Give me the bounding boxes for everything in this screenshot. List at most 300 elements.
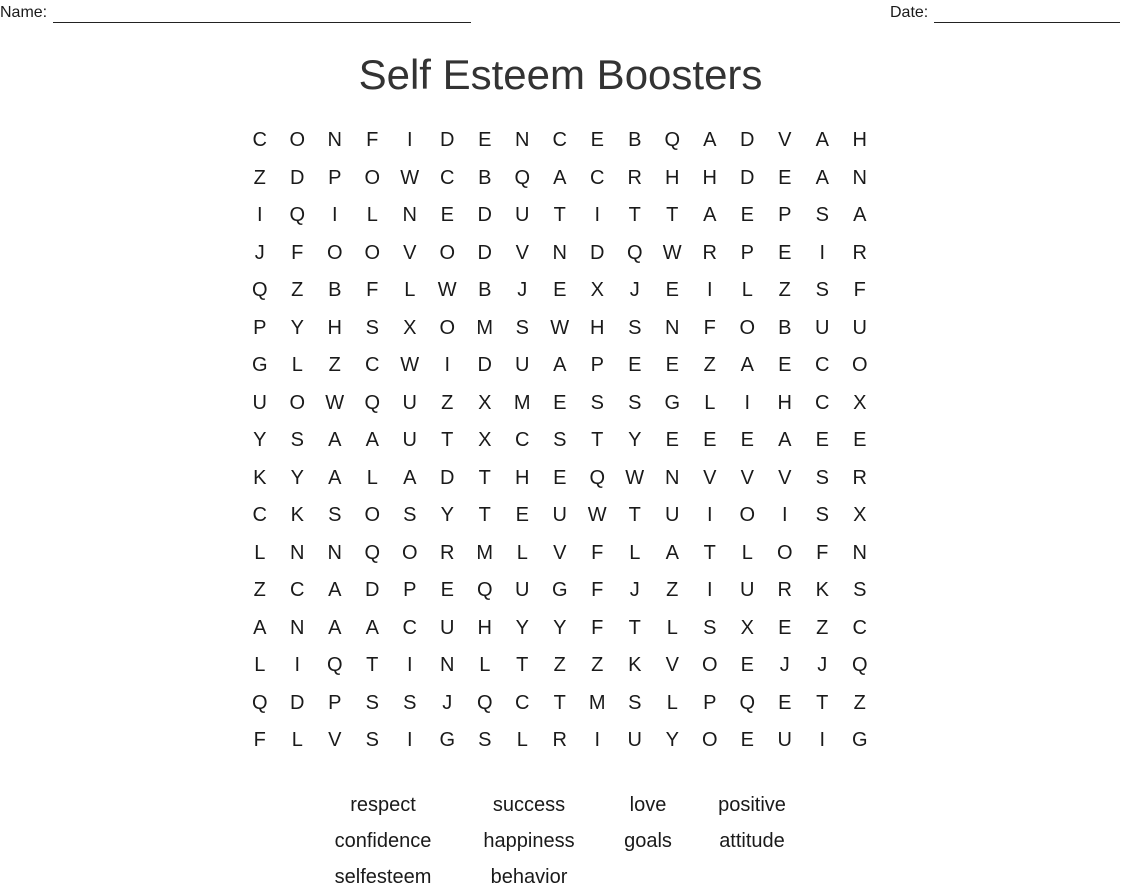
grid-cell[interactable]: W [437, 279, 457, 301]
grid-cell[interactable]: Z [291, 279, 304, 301]
grid-cell[interactable]: A [253, 616, 267, 639]
grid-cell[interactable]: F [591, 541, 604, 564]
grid-cell[interactable]: I [406, 729, 413, 751]
grid-cell[interactable]: C [402, 616, 417, 639]
grid-cell[interactable]: Q [251, 691, 268, 714]
grid-cell[interactable]: L [254, 541, 266, 564]
grid-cell[interactable]: C [440, 166, 455, 189]
grid-cell[interactable]: L [254, 654, 266, 676]
grid-cell[interactable]: H [665, 166, 680, 189]
grid-cell[interactable]: O [701, 729, 718, 751]
grid-cell[interactable]: Z [703, 354, 716, 376]
grid-cell[interactable]: I [444, 354, 451, 376]
grid-cell[interactable]: T [553, 204, 566, 226]
grid-cell[interactable]: Z [328, 354, 341, 376]
grid-cell[interactable]: X [853, 504, 867, 526]
grid-cell[interactable]: O [739, 316, 756, 339]
grid-cell[interactable]: W [587, 504, 607, 526]
grid-cell[interactable]: M [476, 541, 494, 564]
grid-cell[interactable]: A [853, 204, 867, 226]
grid-cell[interactable]: S [365, 691, 379, 714]
grid-cell[interactable]: L [666, 691, 678, 714]
grid-cell[interactable]: X [478, 429, 492, 451]
grid-cell[interactable]: D [477, 354, 492, 376]
grid-cell[interactable]: B [778, 316, 792, 339]
grid-cell[interactable]: C [515, 691, 530, 714]
grid-cell[interactable]: K [628, 654, 642, 676]
grid-cell[interactable]: T [666, 204, 679, 226]
grid-cell[interactable]: Q [251, 279, 268, 301]
grid-cell[interactable]: W [550, 316, 570, 339]
grid-cell[interactable]: Z [853, 691, 866, 714]
grid-cell[interactable]: A [815, 129, 829, 151]
grid-cell[interactable]: S [590, 391, 604, 414]
grid-cell[interactable]: N [665, 466, 680, 489]
grid-cell[interactable]: T [816, 691, 829, 714]
grid-cell[interactable]: C [852, 616, 867, 639]
grid-cell[interactable]: C [290, 579, 305, 601]
grid-cell[interactable]: N [665, 316, 680, 339]
grid-cell[interactable]: P [740, 241, 754, 264]
grid-cell[interactable]: S [815, 466, 829, 489]
grid-cell[interactable]: A [328, 466, 342, 489]
grid-cell[interactable]: J [629, 279, 640, 301]
grid-cell[interactable]: L [404, 279, 416, 301]
grid-cell[interactable]: A [328, 429, 342, 451]
grid-cell[interactable]: Q [851, 654, 868, 676]
grid-cell[interactable]: V [553, 541, 567, 564]
grid-cell[interactable]: H [777, 391, 792, 414]
grid-cell[interactable]: D [290, 691, 305, 714]
grid-cell[interactable]: U [402, 391, 417, 414]
grid-cell[interactable]: R [777, 579, 792, 601]
grid-cell[interactable]: E [778, 691, 792, 714]
grid-cell[interactable]: N [327, 541, 342, 564]
letter-grid[interactable] [241, 122, 879, 760]
grid-cell[interactable]: N [852, 541, 867, 564]
name-field[interactable] [0, 3, 471, 23]
grid-cell[interactable]: Q [739, 691, 756, 714]
grid-cell[interactable]: B [478, 279, 492, 301]
grid-cell[interactable]: L [704, 391, 716, 414]
word-bank-item: attitude [719, 830, 785, 852]
grid-cell[interactable]: U [402, 429, 417, 451]
grid-cell[interactable]: E [778, 241, 792, 264]
grid-cell[interactable]: Z [553, 654, 566, 676]
grid-cell[interactable]: T [441, 429, 454, 451]
grid-cell[interactable]: D [365, 579, 380, 601]
grid-cell[interactable]: A [403, 466, 417, 489]
grid-cell[interactable]: F [366, 279, 379, 301]
grid-cell[interactable]: X [478, 391, 492, 414]
grid-cell[interactable]: T [628, 504, 641, 526]
grid-cell[interactable]: B [628, 129, 642, 151]
grid-cell[interactable]: W [325, 391, 345, 414]
grid-cell[interactable]: E [853, 429, 867, 451]
grid-cell[interactable]: U [515, 354, 530, 376]
grid-cell[interactable]: N [402, 204, 417, 226]
grid-cell[interactable]: P [590, 354, 604, 376]
grid-cell[interactable]: S [403, 504, 417, 526]
grid-cell[interactable]: L [629, 541, 641, 564]
grid-cell[interactable]: U [440, 616, 455, 639]
grid-cell[interactable]: A [553, 354, 567, 376]
grid-cell[interactable]: N [327, 129, 342, 151]
grid-cell[interactable]: E [778, 616, 792, 639]
grid-cell[interactable]: W [400, 354, 420, 376]
grid-cell[interactable]: F [816, 541, 829, 564]
grid-cell[interactable]: D [440, 129, 455, 151]
grid-cell[interactable]: O [401, 541, 418, 564]
grid-cell[interactable]: T [703, 541, 716, 564]
grid-cell[interactable]: F [366, 129, 379, 151]
grid-cell[interactable]: Y [665, 729, 679, 751]
grid-cell[interactable]: S [290, 429, 304, 451]
grid-cell[interactable]: L [366, 204, 378, 226]
grid-cell[interactable]: N [515, 129, 530, 151]
grid-cell[interactable]: D [477, 204, 492, 226]
grid-cell[interactable]: Z [666, 579, 679, 601]
grid-cell[interactable]: R [627, 166, 642, 189]
grid-cell[interactable]: R [552, 729, 567, 751]
grid-cell[interactable]: L [741, 541, 753, 564]
grid-cell[interactable]: H [590, 316, 605, 339]
grid-cell[interactable]: V [403, 241, 417, 264]
grid-cell[interactable]: A [365, 429, 379, 451]
grid-cell[interactable]: I [744, 391, 751, 414]
grid-cell[interactable]: C [815, 391, 830, 414]
grid-cell[interactable]: I [706, 579, 713, 601]
grid-cell[interactable]: N [852, 166, 867, 189]
grid-cell[interactable]: S [365, 729, 379, 751]
grid-cell[interactable]: D [440, 466, 455, 489]
grid-cell[interactable]: X [853, 391, 867, 414]
grid-cell[interactable]: Y [553, 616, 567, 639]
grid-cell[interactable]: O [364, 241, 381, 264]
grid-cell[interactable]: C [365, 354, 380, 376]
grid-cell[interactable]: T [478, 504, 491, 526]
grid-cell[interactable]: N [290, 541, 305, 564]
grid-cell[interactable]: I [256, 204, 263, 226]
grid-cell[interactable]: U [552, 504, 567, 526]
grid-cell[interactable]: O [851, 354, 868, 376]
grid-cell[interactable]: Q [664, 129, 681, 151]
grid-cell[interactable]: C [815, 354, 830, 376]
grid-cell[interactable]: I [294, 654, 301, 676]
grid-cell[interactable]: O [439, 316, 456, 339]
grid-cell[interactable]: E [553, 391, 567, 414]
grid-cell[interactable]: Z [778, 279, 791, 301]
grid-cell[interactable]: Q [626, 241, 643, 264]
grid-cell[interactable]: E [740, 654, 754, 676]
grid-cell[interactable]: D [477, 241, 492, 264]
grid-cell[interactable]: U [777, 729, 792, 751]
grid-cell[interactable]: P [253, 316, 267, 339]
grid-cell[interactable]: U [852, 316, 867, 339]
word-bank-item: selfesteem [334, 866, 432, 888]
grid-cell[interactable]: O [326, 241, 343, 264]
grid-cell[interactable]: S [328, 504, 342, 526]
grid-cell[interactable]: F [591, 579, 604, 601]
grid-cell[interactable]: H [477, 616, 492, 639]
grid-cell[interactable]: O [289, 391, 306, 414]
grid-cell[interactable]: I [819, 241, 826, 264]
grid-cell[interactable]: C [252, 504, 267, 526]
grid-cell[interactable]: S [628, 316, 642, 339]
date-field[interactable] [890, 3, 1120, 23]
grid-cell[interactable]: S [628, 391, 642, 414]
grid-cell[interactable]: E [590, 129, 604, 151]
grid-cell[interactable]: K [815, 579, 829, 601]
grid-cell[interactable]: F [591, 616, 604, 639]
grid-cell[interactable]: Q [364, 541, 381, 564]
grid-cell[interactable]: X [740, 616, 754, 639]
grid-cell[interactable]: L [516, 729, 528, 751]
grid-cell[interactable]: A [365, 616, 379, 639]
grid-cell[interactable]: V [328, 729, 342, 751]
grid-cell[interactable]: O [701, 654, 718, 676]
grid-cell[interactable]: I [406, 129, 413, 151]
grid-cell[interactable]: Y [515, 616, 529, 639]
grid-cell[interactable]: I [594, 204, 601, 226]
grid-cell[interactable]: E [665, 354, 679, 376]
grid-cell[interactable]: K [253, 466, 267, 489]
grid-cell[interactable]: F [253, 729, 266, 751]
grid-cell[interactable]: C [552, 129, 567, 151]
grid-cell[interactable]: J [442, 691, 453, 714]
grid-cell[interactable]: Z [441, 391, 454, 414]
grid-cell[interactable]: E [440, 204, 454, 226]
grid-cell[interactable]: E [478, 129, 492, 151]
grid-cell[interactable]: Y [253, 429, 267, 451]
grid-cell[interactable]: P [403, 579, 417, 601]
name-blank-line[interactable] [53, 4, 471, 23]
grid-cell[interactable]: I [594, 729, 601, 751]
grid-cell[interactable]: O [739, 504, 756, 526]
grid-cell[interactable]: A [815, 166, 829, 189]
grid-cell[interactable]: E [553, 466, 567, 489]
grid-cell[interactable]: H [702, 166, 717, 189]
grid-cell[interactable]: Y [440, 504, 454, 526]
grid-cell[interactable]: V [703, 466, 717, 489]
grid-cell[interactable]: G [851, 729, 868, 751]
grid-cell[interactable]: E [740, 204, 754, 226]
word-bank-item: love [629, 794, 667, 816]
grid-cell[interactable]: H [852, 129, 867, 151]
grid-cell[interactable]: L [366, 466, 378, 489]
date-blank-line[interactable] [934, 4, 1120, 23]
grid-cell[interactable]: Y [290, 466, 304, 489]
grid-cell[interactable]: S [628, 691, 642, 714]
grid-cell[interactable]: Z [591, 654, 604, 676]
grid-cell[interactable]: U [515, 579, 530, 601]
grid-cell[interactable]: S [403, 691, 417, 714]
grid-cell[interactable]: K [290, 504, 304, 526]
grid-cell[interactable]: U [815, 316, 830, 339]
grid-cell[interactable]: V [515, 241, 529, 264]
grid-cell[interactable]: R [852, 466, 867, 489]
grid-cell[interactable]: R [440, 541, 455, 564]
grid-cell[interactable]: E [515, 504, 529, 526]
grid-cell[interactable]: A [778, 429, 792, 451]
grid-cell[interactable]: E [740, 429, 754, 451]
grid-cell[interactable]: I [819, 729, 826, 751]
grid-cell[interactable]: T [478, 466, 491, 489]
grid-cell[interactable]: M [476, 316, 494, 339]
grid-cell[interactable]: Z [253, 166, 266, 189]
grid-cell[interactable]: I [406, 654, 413, 676]
grid-cell[interactable]: Z [816, 616, 829, 639]
grid-cell[interactable]: O [289, 129, 306, 151]
grid-cell[interactable]: T [628, 616, 641, 639]
grid-cell[interactable]: S [853, 579, 867, 601]
grid-cell[interactable]: C [515, 429, 530, 451]
grid-cell[interactable]: J [817, 654, 828, 676]
grid-cell[interactable]: J [629, 579, 640, 601]
grid-cell[interactable]: W [400, 166, 420, 189]
grid-cell[interactable]: A [740, 354, 754, 376]
grid-cell[interactable]: I [706, 504, 713, 526]
grid-cell[interactable]: E [703, 429, 717, 451]
grid-cell[interactable]: S [478, 729, 492, 751]
grid-cell[interactable]: T [553, 691, 566, 714]
grid-cell[interactable]: B [478, 166, 492, 189]
grid-cell[interactable]: E [628, 354, 642, 376]
grid-cell[interactable]: L [741, 279, 753, 301]
grid-cell[interactable]: M [513, 391, 531, 414]
grid-cell[interactable]: D [740, 166, 755, 189]
grid-cell[interactable]: S [515, 316, 529, 339]
grid-cell[interactable]: E [553, 279, 567, 301]
grid-cell[interactable]: G [664, 391, 681, 414]
grid-cell[interactable]: N [552, 241, 567, 264]
grid-cell[interactable]: D [590, 241, 605, 264]
grid-cell[interactable]: D [740, 129, 755, 151]
grid-cell[interactable]: Q [289, 204, 306, 226]
grid-cell[interactable]: L [516, 541, 528, 564]
grid-cell[interactable]: F [853, 279, 866, 301]
grid-cell[interactable]: P [778, 204, 792, 226]
grid-cell[interactable]: U [627, 729, 642, 751]
grid-cell[interactable]: G [251, 354, 268, 376]
grid-cell[interactable]: Q [589, 466, 606, 489]
grid-cell[interactable]: U [252, 391, 267, 414]
grid-cell[interactable]: V [740, 466, 754, 489]
grid-cell[interactable]: S [553, 429, 567, 451]
grid-cell[interactable]: L [291, 729, 303, 751]
grid-cell[interactable]: C [252, 129, 267, 151]
grid-cell[interactable]: O [364, 504, 381, 526]
grid-cell[interactable]: A [703, 129, 717, 151]
grid-cell[interactable]: O [439, 241, 456, 264]
grid-cell[interactable]: N [440, 654, 455, 676]
grid-cell[interactable]: Q [476, 691, 493, 714]
grid-cell[interactable]: Y [628, 429, 642, 451]
grid-cell[interactable]: V [778, 129, 792, 151]
grid-cell[interactable]: X [590, 279, 604, 301]
grid-cell[interactable]: J [779, 654, 790, 676]
grid-cell[interactable]: E [665, 279, 679, 301]
grid-cell[interactable]: P [328, 166, 342, 189]
grid-cell[interactable]: E [778, 354, 792, 376]
grid-cell[interactable]: P [328, 691, 342, 714]
grid-cell[interactable]: T [628, 204, 641, 226]
grid-cell[interactable]: L [666, 616, 678, 639]
grid-cell[interactable]: H [515, 466, 530, 489]
grid-cell[interactable]: R [852, 241, 867, 264]
grid-cell[interactable]: I [781, 504, 788, 526]
grid-cell[interactable]: H [327, 316, 342, 339]
grid-cell[interactable]: C [590, 166, 605, 189]
grid-cell[interactable]: Y [290, 316, 304, 339]
grid-cell[interactable]: P [703, 691, 717, 714]
grid-cell[interactable]: Q [326, 654, 343, 676]
grid-cell[interactable]: Q [476, 579, 493, 601]
grid-cell[interactable]: M [588, 691, 606, 714]
grid-cell[interactable]: A [328, 579, 342, 601]
grid-cell[interactable]: T [366, 654, 379, 676]
grid-cell[interactable]: O [776, 541, 793, 564]
grid-cell[interactable]: G [439, 729, 456, 751]
grid-cell[interactable]: E [440, 579, 454, 601]
grid-cell[interactable]: E [665, 429, 679, 451]
grid-cell[interactable]: S [365, 316, 379, 339]
grid-cell[interactable]: S [815, 204, 829, 226]
grid-cell[interactable]: E [778, 166, 792, 189]
name-label: Name: [0, 4, 48, 21]
grid-cell[interactable]: W [662, 241, 682, 264]
grid-cell[interactable]: O [364, 166, 381, 189]
grid-cell[interactable]: T [591, 429, 604, 451]
grid-cell[interactable]: J [517, 279, 528, 301]
grid-cell[interactable]: S [815, 279, 829, 301]
word-bank-item: respect [350, 794, 416, 816]
grid-cell[interactable]: X [403, 316, 417, 339]
grid-cell[interactable]: Z [253, 579, 266, 601]
grid-cell[interactable]: L [479, 654, 491, 676]
grid-cell[interactable]: U [515, 204, 530, 226]
grid-cell[interactable]: J [254, 241, 265, 264]
grid-cell[interactable]: E [815, 429, 829, 451]
grid-cell[interactable]: V [778, 466, 792, 489]
grid-cell[interactable]: B [328, 279, 342, 301]
grid-cell[interactable]: I [331, 204, 338, 226]
grid-cell[interactable]: A [553, 166, 567, 189]
grid-cell[interactable]: L [291, 354, 303, 376]
grid-cell[interactable]: Q [514, 166, 531, 189]
grid-cell[interactable]: D [290, 166, 305, 189]
grid-cell[interactable]: F [291, 241, 304, 264]
grid-cell[interactable]: R [702, 241, 717, 264]
grid-cell[interactable]: S [815, 504, 829, 526]
grid-cell[interactable]: T [516, 654, 529, 676]
grid-cell[interactable]: A [665, 541, 679, 564]
grid-cell[interactable]: I [706, 279, 713, 301]
grid-cell[interactable]: E [740, 729, 754, 751]
grid-cell[interactable]: N [290, 616, 305, 639]
grid-cell[interactable]: V [665, 654, 679, 676]
grid-cell[interactable]: A [328, 616, 342, 639]
word-bank-item: goals [624, 830, 672, 852]
grid-cell[interactable]: A [703, 204, 717, 226]
grid-cell[interactable]: Q [364, 391, 381, 414]
grid-cell[interactable]: U [665, 504, 680, 526]
grid-cell[interactable]: W [625, 466, 645, 489]
grid-cell[interactable]: U [740, 579, 755, 601]
grid-cell[interactable]: S [703, 616, 717, 639]
grid-cell[interactable]: F [703, 316, 716, 339]
grid-cell[interactable]: G [551, 579, 568, 601]
